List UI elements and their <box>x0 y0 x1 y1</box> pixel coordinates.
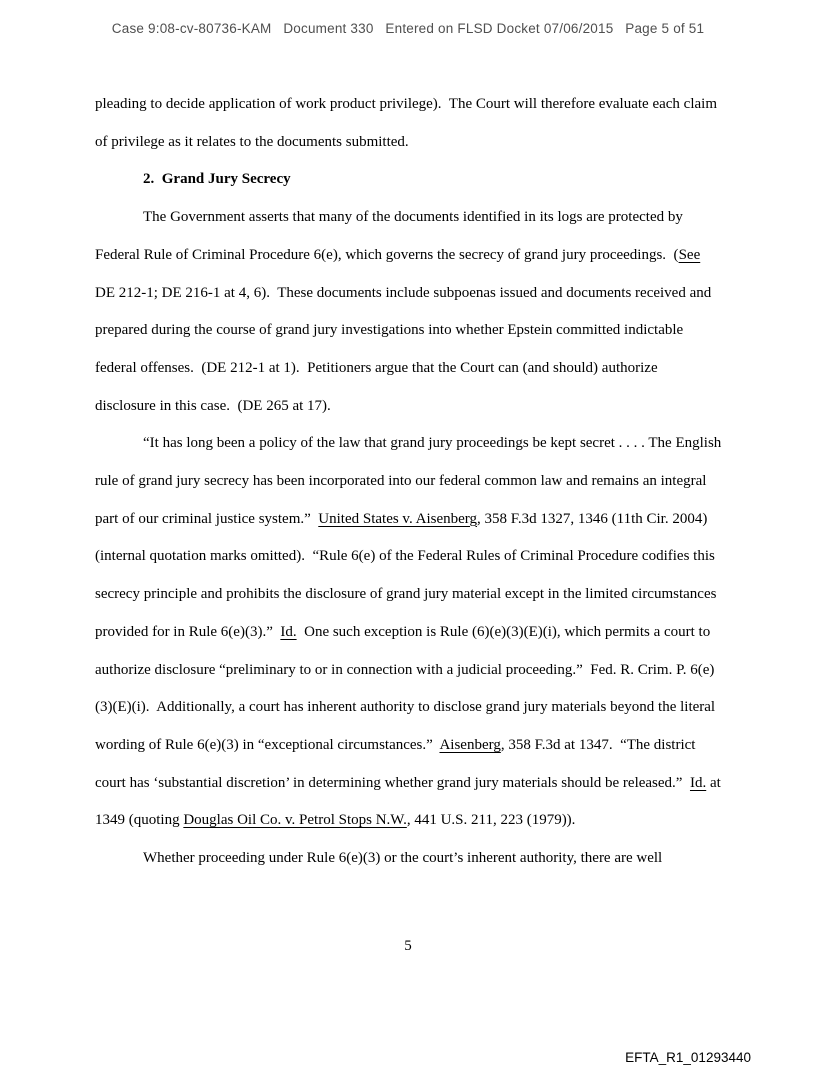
paragraph <box>95 86 722 161</box>
text-run: , 441 U.S. 211, 223 (1979)). <box>406 812 576 829</box>
text-run: “It has long been a policy of the law that grand jury proceedings be kept secret . . . . The English rule of grand jury secrecy has been incorporated into our federal common law and remains an integral part of our criminal justice system.” <box>95 435 726 527</box>
document-body <box>95 86 726 878</box>
text-run: One such exception is Rule (6)(e)(3)(E)(i), which permits a court to authorize disclosure “preliminary to or in connection with a judicial proceeding.” Fed. R. Crim. P. 6(e)(3)(E)(i). Additionally, a court has inherent authority to disclose grand jury materials beyond the literal wording of Rule 6(e)(3) in “exceptional circumstances.” <box>95 623 719 753</box>
page-number: 5 <box>404 938 412 954</box>
bates-number: EFTA_R1_01293440 <box>625 1050 751 1065</box>
citation-underlined: Id. <box>280 623 297 640</box>
citation-underlined: Douglas Oil Co. v. Petrol Stops N.W. <box>183 812 407 829</box>
text-run: DE 212-1; DE 216-1 at 4, 6). These documents include subpoenas issued and documents received and prepared during the course of grand jury investigations into whether Epstein committed indictable federal offenses. (DE 212-1 at 1). Petitioners argue that the Court can (and should) authorize disclosure in this case. (DE 265 at 17). <box>95 246 715 414</box>
text-run: , 358 F.3d at 1347. “The district court has ‘substantial discretion’ in determining whether grand jury materials should be released.” <box>95 736 700 791</box>
citation-underlined: Aisenberg <box>439 736 501 753</box>
paragraph <box>95 425 726 840</box>
case-header-stamp: Case 9:08-cv-80736-KAM Document 330 Entered on FLSD Docket 07/06/2015 Page 5 of 51 <box>111 21 705 36</box>
paragraph <box>95 199 722 425</box>
text-run: Whether proceeding under Rule 6(e)(3) or the court’s inherent authority, there are well <box>143 850 663 867</box>
text-run: pleading to decide application of work product privilege). The Court will therefore evaluate each claim of privilege as it relates to the documents submitted. <box>95 96 721 150</box>
text-run: at 1349 (quoting <box>95 774 725 829</box>
section-heading <box>95 161 722 199</box>
citation-underlined: See <box>678 246 701 263</box>
citation-underlined: United States v. Aisenberg <box>318 510 478 527</box>
text-run: , 358 F.3d 1327, 1346 (11th Cir. 2004) (internal quotation marks omitted). “Rule 6(e) of the Federal Rules of Criminal Procedure codifies this secrecy principle and prohibits the disclosure of grand jury material except in the limited circumstances provided for in Rule 6(e)(3).” <box>95 510 721 640</box>
citation-underlined: Id. <box>689 774 707 791</box>
paragraph <box>95 840 722 878</box>
text-run: 2. Grand Jury Secrecy <box>143 171 291 188</box>
text-run: The Government asserts that many of the documents identified in its logs are protected by Federal Rule of Criminal Procedure 6(e), which governs the secrecy of grand jury proceedings. ( <box>95 209 687 263</box>
